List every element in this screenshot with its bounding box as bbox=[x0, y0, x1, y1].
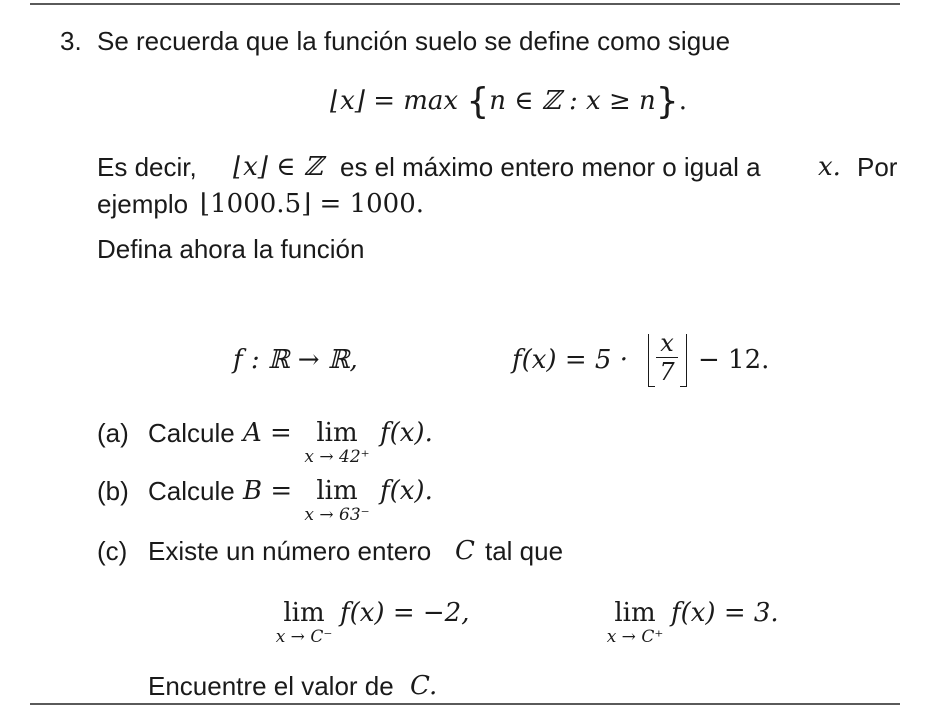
part-c-text: Existe un número entero bbox=[148, 536, 432, 566]
left-brace: { bbox=[466, 81, 490, 122]
condition-right-expr: f(x) = 3. bbox=[671, 598, 779, 628]
part-b-expr: f(x). bbox=[380, 476, 433, 506]
part-a-var: A = bbox=[243, 418, 292, 448]
example-expr: ⌊1000.5⌋ = 1000. bbox=[200, 189, 425, 219]
right-brace: } bbox=[655, 81, 679, 122]
lim-word: lim bbox=[316, 418, 358, 448]
part-b-text: Calcule bbox=[148, 476, 235, 506]
condition-right-limit bbox=[593, 598, 677, 646]
floor-right-bracket bbox=[680, 334, 687, 387]
floor-set: n ∈ ℤ : x ≥ n bbox=[489, 86, 656, 116]
fraction-denominator: 7 bbox=[659, 358, 675, 386]
lim-subscript: x → C⁺ bbox=[606, 627, 664, 647]
function-domain: f : ℝ → ℝ, bbox=[233, 345, 358, 375]
floor-end: . bbox=[678, 86, 687, 116]
fraction-x-over-7 bbox=[656, 330, 678, 385]
part-c-after: tal que bbox=[485, 536, 564, 566]
part-a-expr: f(x). bbox=[380, 418, 433, 448]
lim-subscript: x → 42⁺ bbox=[304, 447, 370, 467]
condition-left-limit bbox=[262, 598, 346, 646]
lim-subscript: x → C⁻ bbox=[275, 627, 333, 647]
floor-definition bbox=[330, 81, 687, 122]
top-rule bbox=[30, 3, 900, 5]
part-c-label: (c) bbox=[97, 536, 128, 566]
part-b-label: (b) bbox=[97, 476, 129, 506]
fraction-numerator: x bbox=[660, 329, 674, 357]
problem-number: 3. bbox=[60, 26, 82, 56]
define-text: Defina ahora la función bbox=[97, 234, 365, 264]
part-b-var: B = bbox=[243, 476, 293, 506]
explain-lead: Es decir, bbox=[97, 152, 197, 182]
part-a-limit bbox=[292, 418, 382, 466]
part-b-limit bbox=[292, 476, 382, 524]
part-a-text: Calcule bbox=[148, 418, 235, 448]
lim-word: lim bbox=[283, 598, 325, 628]
floor-lhs: ⌊x⌋ = max bbox=[330, 86, 459, 116]
lim-subscript: x → 63⁻ bbox=[304, 505, 370, 525]
floor-left-bracket bbox=[648, 334, 655, 387]
lim-word: lim bbox=[614, 598, 656, 628]
problem-intro: Se recuerda que la función suelo se define como sigue bbox=[97, 26, 731, 56]
function-rhs: − 12. bbox=[698, 345, 770, 375]
lim-word: lim bbox=[316, 476, 358, 506]
part-c-var: C bbox=[455, 536, 475, 566]
bottom-rule bbox=[30, 703, 900, 705]
explain-var: x. bbox=[818, 152, 841, 182]
function-lhs: f(x) = 5 · bbox=[512, 345, 628, 375]
final-var: C. bbox=[410, 671, 438, 701]
explain-mid: es el máximo entero menor o igual a bbox=[340, 152, 761, 182]
part-a-label: (a) bbox=[97, 418, 129, 448]
explain-tail: Por bbox=[857, 152, 898, 182]
final-text: Encuentre el valor de bbox=[148, 671, 394, 701]
explain-expr: ⌊x⌋ ∈ ℤ bbox=[233, 152, 323, 182]
condition-left-expr: f(x) = −2, bbox=[340, 598, 470, 628]
example-lead: ejemplo bbox=[97, 189, 189, 219]
